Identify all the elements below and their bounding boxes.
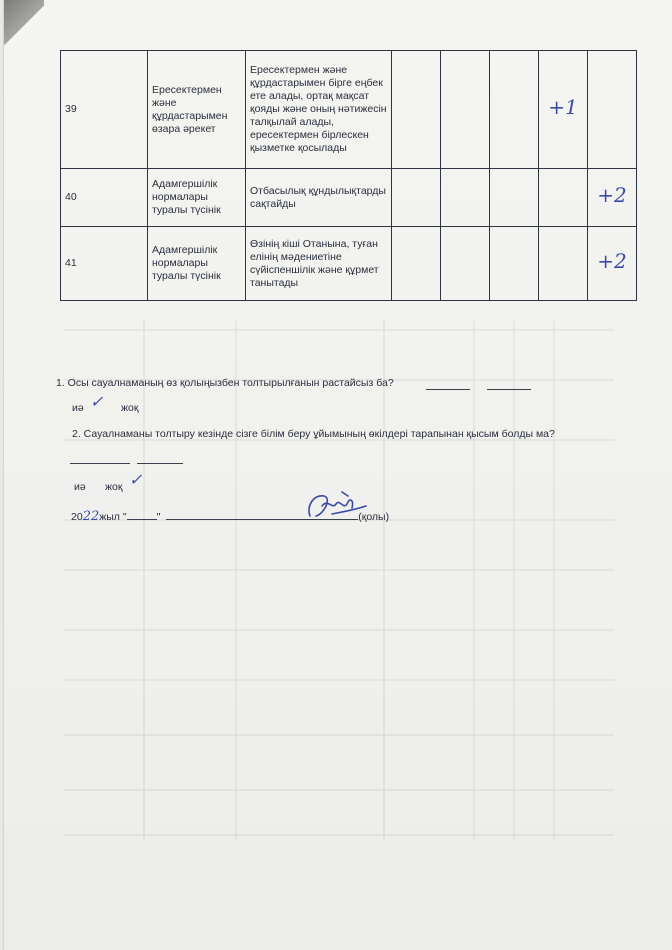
assessment-table [60,50,637,301]
score-cell [392,227,441,301]
question-1-text: 1. Осы сауалнаманың өз қолыңызбен толтырылғанын растайсыз ба? [56,377,394,389]
score-cell [539,227,588,301]
score-cell [490,169,539,227]
score-cell [392,51,441,169]
score-cell [392,169,441,227]
row-number: 41 [61,227,148,301]
score-cell [588,169,637,227]
question-1-yes: иә [72,402,84,414]
score-cell [539,51,588,169]
checkmark-icon: ✓ [90,392,104,411]
score-cell [490,227,539,301]
skill-description: Отбасылық құндылықтарды сақтайды [246,169,392,227]
answer-line [70,463,130,464]
skill-description: Ересектермен және құрдастарымен бірге еңбек ете алады, ортақ мақсат қояды және оның нәтижесін талқылай алады, ересектермен бірлескен қызметке қосылады [246,51,392,169]
score-cell [588,227,637,301]
table-row [61,169,637,227]
score-cell [441,51,490,169]
skill-description: Өзінің кіші Отанына, туған елінің мәдениетіне сүйіспеншілік және құрмет танытады [246,227,392,301]
score-cell [441,169,490,227]
skill-area: Адамгершілік нормалары туралы түсінік [148,169,246,227]
document-page [4,0,672,950]
table-row [61,51,637,169]
score-cell [490,51,539,169]
date-line: 2022жыл " " (қолы) [71,509,390,524]
skill-area: Ересектермен және құрдастарымен өзара әрекет [148,51,246,169]
answer-line [137,463,183,464]
question-2-no: жоқ [105,481,123,493]
handwritten-score: +1 [548,95,578,119]
handwritten-score: +2 [597,249,627,273]
answer-line [487,389,531,390]
skill-area: Адамгершілік нормалары туралы түсінік [148,227,246,301]
score-cell [441,227,490,301]
handwritten-score: +2 [597,183,627,207]
handwritten-signature [302,488,372,524]
question-1-no: жоқ [121,402,139,414]
score-cell [588,51,637,169]
checkmark-icon: ✓ [129,470,143,489]
row-number: 40 [61,169,148,227]
handwritten-year: 22 [82,509,100,524]
score-cell [539,169,588,227]
question-2-yes: иә [74,481,86,493]
question-2-text: 2. Сауалнаманы толтыру кезінде сізге білім беру ұйымының өкілдері тарапынан қысым болды ма? [72,428,555,440]
row-number: 39 [61,51,148,169]
table-row [61,227,637,301]
answer-line [426,389,470,390]
